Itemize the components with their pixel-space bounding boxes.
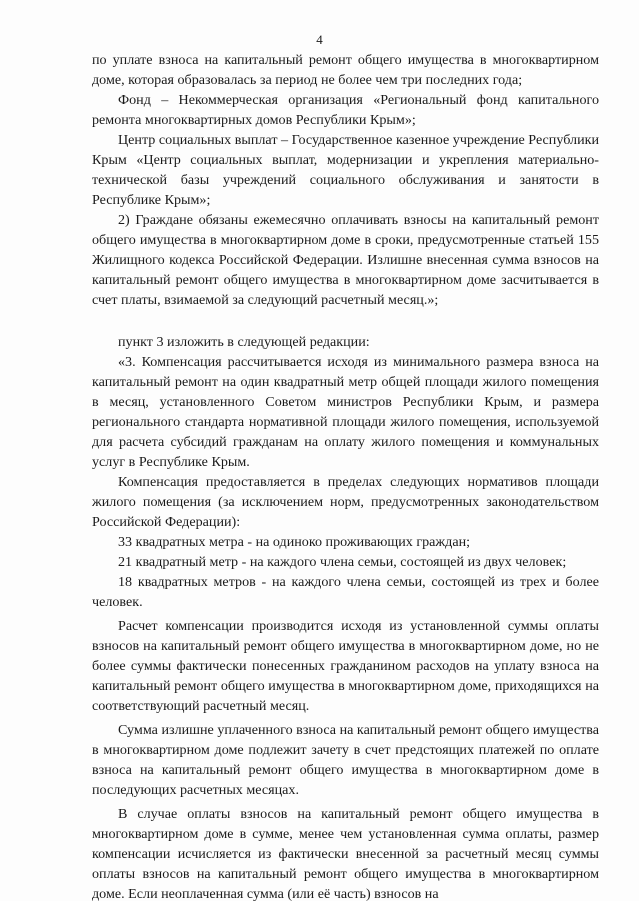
paragraph-item-3-intro: пункт 3 изложить в следующей редакции: (118, 334, 370, 350)
paragraph-norm-single: 33 квадратных метра - на одиноко проживающих граждан; (118, 534, 471, 550)
paragraph-item-2: 2) Граждане обязаны ежемесячно оплачивать взносы на капитальный ремонт общего имущества в многоквартирном доме в сроки, предусмотренные статьей 155 Жилищного кодекса Российской Федерации. Излишне внесенная сумма взносов на капитальный ремонт общего имущества в многоквартирном доме засчитывается в счет платы, взимаемой за следующий расчетный месяц.»; (92, 212, 599, 308)
paragraph-compensation-calculation: «3. Компенсация рассчитывается исходя из минимального размера взноса на капитальный ремонт на один квадратный метр общей площади жилого помещения в месяц, установленного Советом министров Республики Крым, и размера регионального стандарта нормативной площади жилого помещения, используемой для расчета субсидий гражданам на оплату жилого помещения и коммунальных услуг в Республике Крым. (92, 354, 599, 470)
paragraph-fund-definition: Фонд – Некоммерческая организация «Региональный фонд капитального ремонта многоквартирных домов Республики Крым»; (92, 92, 599, 128)
paragraph-norm-three-persons: 18 квадратных метров - на каждого члена семьи, состоящей из трех и более человек. (92, 574, 599, 610)
paragraph-partial-payment: В случае оплаты взносов на капитальный ремонт общего имущества в многоквартирном доме в сумме, менее чем установленная сумма оплаты, размер компенсации исчисляется из фактически внесенной за расчетный месяц суммы оплаты взносов на капитальный ремонт общего имущества в многоквартирном доме. Если неоплаченная сумма (или её часть) взносов на (92, 806, 599, 902)
paragraph-center-definition: Центр социальных выплат – Государственное казенное учреждение Республики Крым «Центр социальных выплат, модернизации и укрепления материально-технической базы учреждений социального обслуживания и занятости в Республике Крым»; (92, 132, 599, 208)
paragraph-norm-two-persons: 21 квадратный метр - на каждого члена семьи, состоящей из двух человек; (118, 554, 567, 570)
paragraph-arrears-continuation: по уплате взноса на капитальный ремонт общего имущества в многоквартирном доме, которая образовалась за период не более чем три последних года; (92, 52, 599, 88)
paragraph-area-norms: Компенсация предоставляется в пределах следующих нормативов площади жилого помещения (за исключением норм, предусмотренных законодательством Российской Федерации): (92, 474, 599, 530)
paragraph-calculation-basis: Расчет компенсации производится исходя из установленной суммы оплаты взносов на капитальный ремонт общего имущества в многоквартирном доме, но не более суммы фактически понесенных гражданином расходов на уплату взноса на капитальный ремонт общего имущества в многоквартирном доме, приходящихся на соответствующий расчетный месяц. (92, 618, 599, 714)
paragraph-overpayment: Сумма излишне уплаченного взноса на капитальный ремонт общего имущества в многоквартирном доме подлежит зачету в счет предстоящих платежей по оплате взноса на капитальный ремонт общего имущества в многоквартирном доме в последующих расчетных месяцах. (92, 722, 599, 798)
page-number: 4 (316, 32, 323, 47)
document-body (92, 50, 599, 904)
